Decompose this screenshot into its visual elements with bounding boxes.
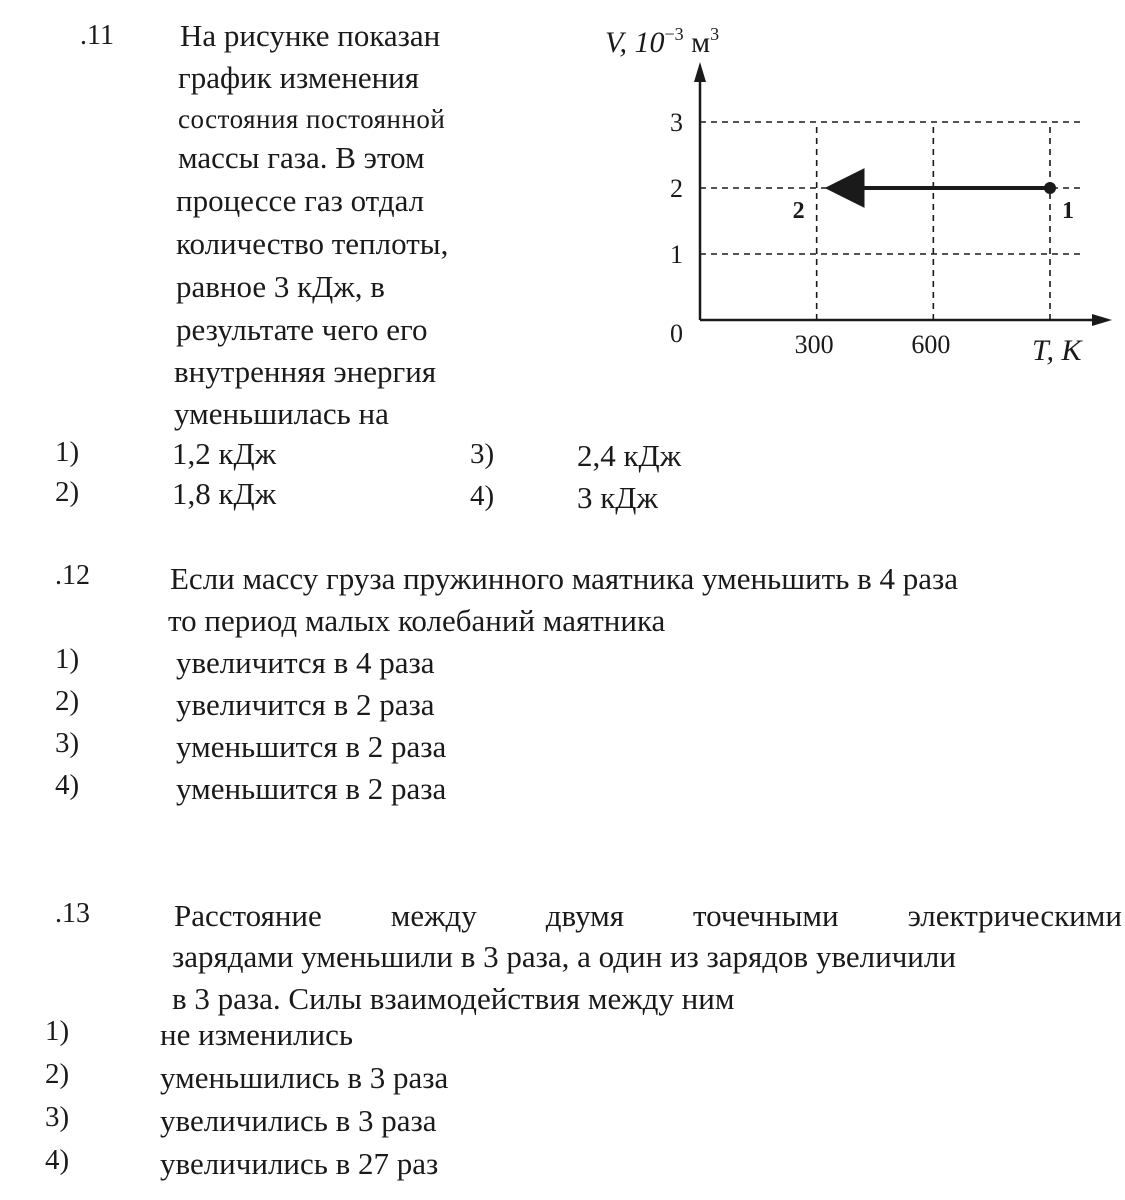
q12-line: Если массу груза пружинного маятника уменьшить в 4 раза bbox=[170, 561, 958, 596]
answer-option[interactable]: увеличились в 27 раз bbox=[160, 1146, 439, 1181]
state-point bbox=[1044, 182, 1056, 194]
option-number: 2) bbox=[55, 685, 80, 717]
v-t-graph bbox=[600, 20, 1120, 380]
answer-option[interactable]: не изменились bbox=[160, 1017, 354, 1052]
option-number: 4) bbox=[45, 1144, 70, 1176]
option-number: 1) bbox=[45, 1015, 70, 1047]
q11-line: состояния постоянной bbox=[178, 104, 446, 134]
option-number: 1) bbox=[55, 643, 80, 675]
answer-option[interactable]: 1,8 кДж bbox=[172, 476, 277, 511]
answer-option[interactable]: уменьшится в 2 раза bbox=[176, 771, 447, 806]
option-number: 2) bbox=[45, 1058, 70, 1090]
y-tick-label: 3 bbox=[670, 108, 683, 137]
q11-line: массы газа. В этом bbox=[178, 140, 425, 175]
option-number: 2) bbox=[55, 476, 80, 508]
q13-word: точечными bbox=[692, 898, 839, 933]
tick-labels bbox=[670, 108, 950, 359]
option-number: 1) bbox=[55, 436, 80, 468]
q13-line-justified bbox=[174, 900, 1122, 931]
answer-option[interactable]: увеличится в 4 раза bbox=[176, 645, 435, 680]
q13-word: двумя bbox=[545, 898, 625, 933]
option-number: 3) bbox=[470, 438, 495, 470]
answer-option[interactable]: 1,2 кДж bbox=[172, 436, 277, 471]
y-axis-label: V, $10^{-3}$ $м^3$ bbox=[605, 24, 720, 59]
option-number: 3) bbox=[45, 1101, 70, 1133]
q13-line: зарядами уменьшили в 3 раза, а один из зарядов увеличили bbox=[172, 939, 956, 974]
q11-line: внутренняя энергия bbox=[174, 354, 437, 389]
answer-option[interactable]: уменьшились в 3 раза bbox=[160, 1060, 449, 1095]
answer-option[interactable]: уменьшится в 2 раза bbox=[176, 729, 447, 764]
point-label: 1 bbox=[1062, 198, 1074, 224]
q11-line: график изменения bbox=[178, 60, 420, 95]
origin-label: 0 bbox=[670, 319, 683, 348]
q11-line: результате чего его bbox=[176, 312, 428, 347]
question-number-12: .12 bbox=[55, 560, 90, 591]
point-label: 2 bbox=[792, 198, 805, 224]
answer-option[interactable]: 3 кДж bbox=[577, 480, 658, 515]
x-axis-label: T, К bbox=[1032, 334, 1082, 367]
q13-word: между bbox=[390, 898, 477, 933]
option-number: 4) bbox=[470, 480, 495, 512]
y-tick-label: 1 bbox=[670, 240, 683, 269]
grid-lines bbox=[700, 122, 1080, 320]
q13-word: Расстояние bbox=[174, 898, 322, 933]
q11-line: количество теплоты, bbox=[176, 226, 449, 261]
q11-line: процессе газ отдал bbox=[176, 183, 425, 218]
q11-line: На рисунке показан bbox=[180, 18, 441, 53]
question-number-13: .13 bbox=[55, 898, 90, 929]
q11-line: равное 3 кДж, в bbox=[176, 269, 385, 304]
x-axis-arrow-icon bbox=[1092, 314, 1112, 326]
y-axis-arrow-icon bbox=[694, 62, 706, 82]
q13-line: в 3 раза. Силы взаимодействия между ним bbox=[172, 981, 735, 1016]
answer-option[interactable]: увеличится в 2 раза bbox=[176, 687, 435, 722]
x-tick-label: 300 bbox=[794, 330, 834, 359]
q12-line: то период малых колебаний маятника bbox=[168, 603, 666, 638]
question-number-11: .11 bbox=[80, 20, 114, 51]
answer-option[interactable]: 2,4 кДж bbox=[577, 438, 682, 473]
option-number: 3) bbox=[55, 727, 80, 759]
answer-option[interactable]: увеличились в 3 раза bbox=[160, 1103, 437, 1138]
q11-line: уменьшилась на bbox=[174, 396, 389, 431]
x-tick-label: 600 bbox=[911, 330, 951, 359]
option-number: 4) bbox=[55, 769, 80, 801]
y-tick-label: 2 bbox=[670, 174, 683, 203]
q13-word: электрическими bbox=[907, 898, 1122, 933]
